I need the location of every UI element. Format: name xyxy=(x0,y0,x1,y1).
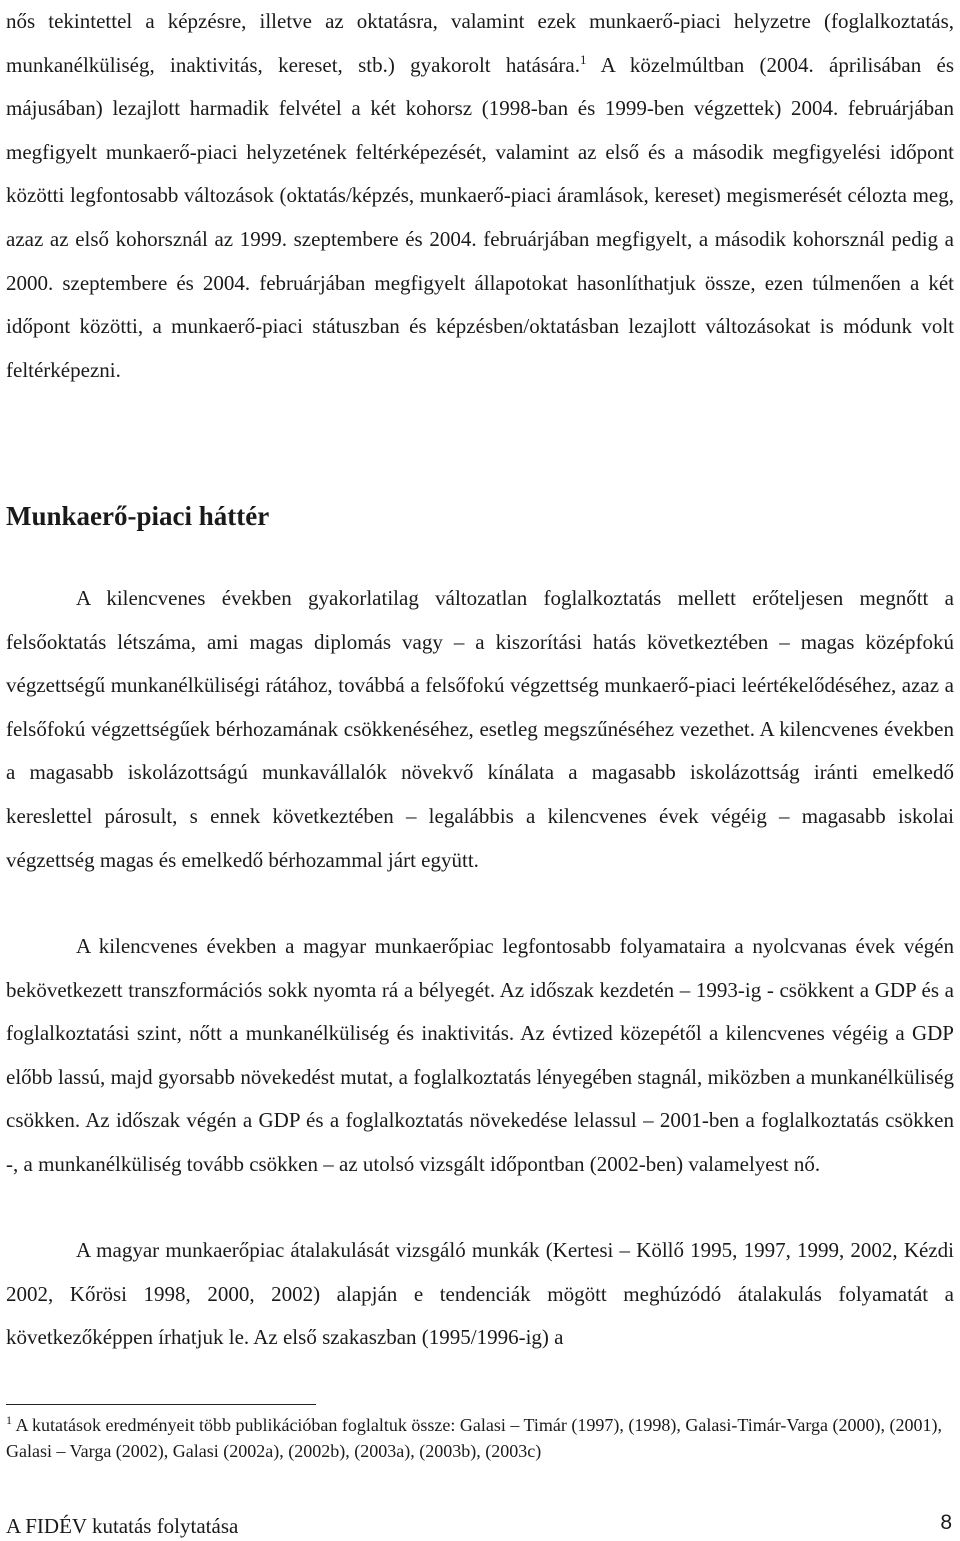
intro-paragraph xyxy=(6,0,954,392)
paragraph-literature: A magyar munkaerőpiac átalakulását vizsgáló munkák (Kertesi – Köllő 1995, 1997, 1999, 2002, Kézdi 2002, Kőrösi 1998, 2000, 2002) alapján e tendenciák mögött meghúzódó átalakulás folyamatát a következőképpen írhatjuk le. Az első szakaszban (1995/1996-ig) a xyxy=(6,1238,954,1350)
footnote xyxy=(6,1412,954,1464)
footer-title: A FIDÉV kutatás folytatása xyxy=(6,1514,239,1538)
footnote-text: A kutatások eredményeit több publikációban foglaltuk össze: Galasi – Timár (1997), (1998), Galasi-Timár-Varga (2000), (2001), Galasi – Varga (2002), Galasi (2002a), (2002b), (2003a), (2003b), (2003c) xyxy=(6,1415,942,1461)
page-number: 8 xyxy=(940,1511,952,1534)
paragraph-labour-market-trends: A kilencvenes években a magyar munkaerőpiac legfontosabb folyamataira a nyolcvanas évek végén bekövetkezett transzformációs sokk nyomta rá a bélyegét. Az időszak kezdetén – 1993-ig - csökkent a GDP és a foglalkoztatási szint, nőtt a munkanélküliség és inaktivitás. Az évtized közepétől a kilencvenes végéig a GDP előbb lassú, majd gyorsabb növekedést mutat, a foglalkoztatás lényegében stagnál, miközben a munkanélküliség csökken. Az időszak végén a GDP és a foglalkoztatás növekedése lelassul – 2001-ben a foglalkoztatás csökken -, a munkanélküliség tovább csökken – az utolsó vizsgált időpontban (2002-ben) valamelyest nő. xyxy=(6,934,954,1176)
footnote-marker: 1 xyxy=(6,1413,12,1427)
section-heading: Munkaerő-piaci háttér xyxy=(6,501,270,531)
intro-text: nős tekintettel a képzésre, illetve az oktatásra, valamint ezek munkaerő-piaci helyzetre (foglalkoztatás, munkanélküliség, inaktivitás, kereset, stb.) gyakorolt hatására. xyxy=(6,9,954,77)
footnote-divider xyxy=(6,1404,316,1405)
footnote-reference: 1 xyxy=(579,51,587,67)
intro-text-continued: A közelmúltban (2004. áprilisában és májusában) lezajlott harmadik felvétel a két kohorsz (1998-ban és 1999-ben végzettek) 2004. februárjában megfigyelt munkaerő-piaci helyzetének feltérképezését, valamint az első és a második megfigyelési időpont közötti legfontosabb változások (oktatás/képzés, munkaerő-piaci áramlások, kereset) megismerését célozta meg, azaz az első kohorsznál az 1999. szeptembere és 2004. februárjában megfigyelt, a második kohorsznál pedig a 2000. szeptembere és 2004. februárjában megfigyelt állapotokat hasonlíthatjuk össze, ezen túlmenően a két időpont közötti, a munkaerő-piaci státuszban és képzésben/oktatásban lezajlott változásokat is módunk volt feltérképezni. xyxy=(6,52,954,382)
paragraph-higher-education: A kilencvenes években gyakorlatilag változatlan foglalkoztatás mellett erőteljesen megnőtt a felsőoktatás létszáma, ami magas diplomás vagy – a kiszorítási hatás következtében – magas középfokú végzettségű munkanélküliségi rátához, továbbá a felsőfokú végzettség munkaerő-piaci leértékelődéséhez, azaz a felsőfokú végzettségűek bérhozamának csökkenéséhez, esetleg megszűnéséhez vezethet. A kilencvenes években a magasabb iskolázottságú munkavállalók növekvő kínálata a magasabb iskolázottság iránti emelkedő kereslettel párosult, s ennek következtében – legalábbis a kilencvenes évek végéig – magasabb iskolai végzettség magas és emelkedő bérhozammal járt együtt. xyxy=(6,586,954,872)
